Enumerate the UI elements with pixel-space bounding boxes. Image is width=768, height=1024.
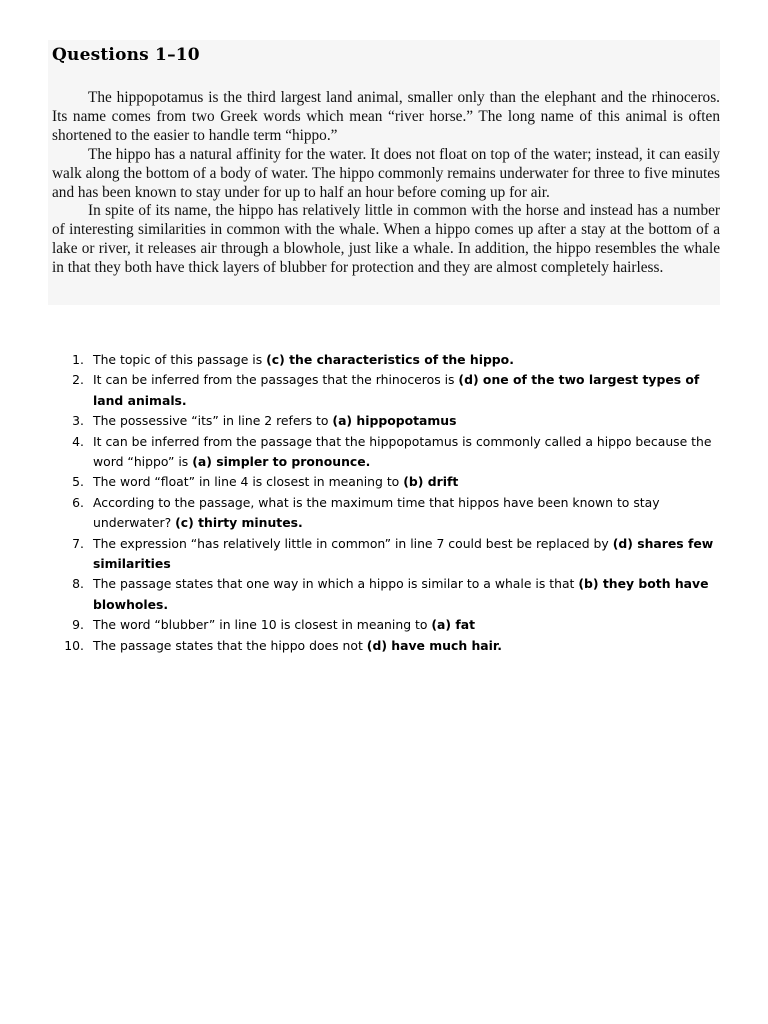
answer-number: 7. <box>72 535 84 551</box>
answer-number: 9. <box>72 617 84 633</box>
answer-item-10 <box>64 636 724 656</box>
question-text: The possessive “its” in line 2 refers to <box>93 413 333 429</box>
answer-number: 2. <box>72 372 84 388</box>
answer-text: (a) fat <box>431 617 476 633</box>
passage-paragraph-1: The hippopotamus is the third largest land animal, smaller only than the elephant and the rhinoceros. Its name comes from two Greek words which mean “river horse.” The long name of this animal is often shortened to the easier to handle term “hippo.” <box>52 89 720 144</box>
reading-passage <box>52 89 720 278</box>
answer-number: 6. <box>72 494 84 510</box>
answer-number: 8. <box>72 576 84 592</box>
answer-number: 1. <box>72 352 84 367</box>
answer-text: (b) they both have blowholes. <box>93 576 709 612</box>
answer-text: (d) shares few similarities <box>93 535 714 572</box>
answer-number: 5. <box>72 474 84 490</box>
answer-item-8 <box>64 574 724 615</box>
answer-item-2 <box>64 370 724 411</box>
answer-item-5 <box>64 472 724 492</box>
answer-text: (a) simpler to pronounce. <box>192 454 371 470</box>
answer-text: (d) one of the two largest types of land animals. <box>93 372 700 408</box>
answer-text: (b) drift <box>403 474 459 490</box>
question-text: It can be inferred from the passages that the rhinoceros is <box>93 372 459 388</box>
answer-text: (c) thirty minutes. <box>175 515 303 531</box>
passage-paragraph-3: In spite of its name, the hippo has relatively little in common with the horse and instead has a number of interesting similarities in common with the whale. When a hippo comes up after a stay at the bottom of a lake or river, it releases air through a blowhole, just like a whale. In addition, the hippo resembles the whale in that they both have thick layers of blubber for protection and they are almost completely hairless. <box>52 202 720 277</box>
answer-item-9 <box>64 615 724 635</box>
answer-text: (d) have much hair. <box>366 637 502 653</box>
answer-text: (a) hippopotamus <box>332 413 457 429</box>
question-text: The passage states that one way in which a hippo is similar to a whale is that <box>93 576 579 592</box>
question-text: The topic of this passage is <box>93 352 267 367</box>
passage-paragraph-2: The hippo has a natural affinity for the water. It does not float on top of the water; instead, it can easily walk along the bottom of a body of water. The hippo commonly remains underwater for three to five minutes and has been known to stay under for up to half an hour before coming up for air. <box>52 145 720 201</box>
answer-number: 4. <box>72 433 84 449</box>
question-text: The passage states that the hippo does not <box>93 637 367 653</box>
question-text: The word “float” in line 4 is closest in meaning to <box>93 474 404 490</box>
answer-list <box>64 350 724 656</box>
question-text: According to the passage, what is the maximum time that hippos have been known to stay underwater? <box>93 494 660 531</box>
answer-number: 10. <box>64 637 84 653</box>
answer-item-1 <box>64 350 724 370</box>
answer-item-7 <box>64 534 724 575</box>
answer-item-4 <box>64 432 724 473</box>
answer-number: 3. <box>72 413 84 429</box>
answer-item-3 <box>64 411 724 431</box>
answer-item-6 <box>64 493 724 534</box>
answer-text: (c) the characteristics of the hippo. <box>266 352 514 367</box>
questions-heading: Questions 1–10 <box>52 45 200 65</box>
question-text: The expression “has relatively little in common” in line 7 could best be replaced by <box>93 535 613 551</box>
question-text: It can be inferred from the passage that the hippopotamus is commonly called a hippo because the word “hippo” is <box>93 433 712 470</box>
question-text: The word “blubber” in line 10 is closest in meaning to <box>93 617 432 633</box>
